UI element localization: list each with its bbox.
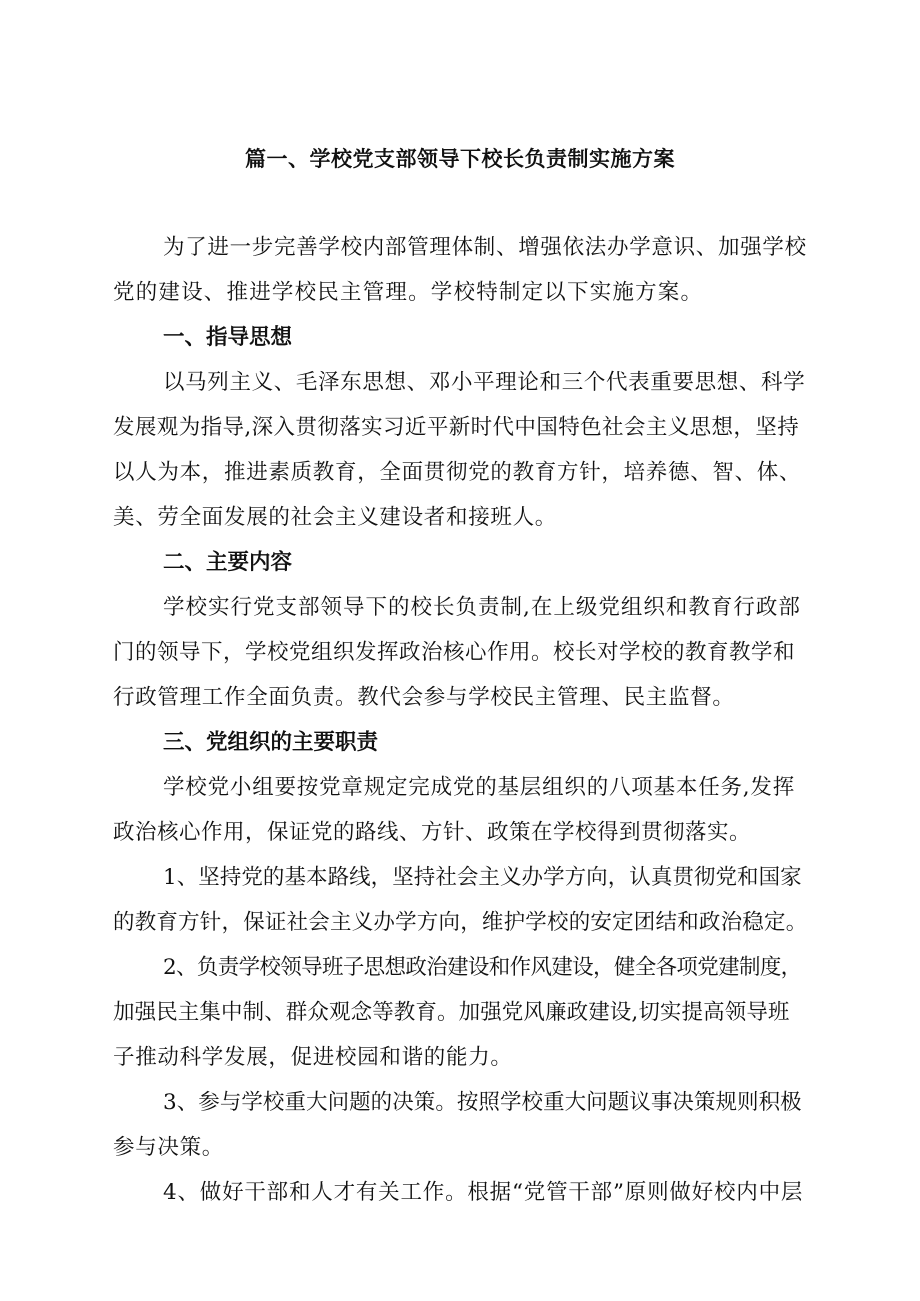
section-heading-text: 一、指导思想 [163,325,293,350]
paragraph-line [0,950,920,986]
paragraph-intro-line [0,230,920,266]
paragraph-line [0,770,920,806]
paragraph-line [0,365,920,401]
paragraph-line [0,455,920,491]
section-heading-text: 二、主要内容 [163,550,293,575]
document-title: 篇一、学校党支部领导下校长负责制实施方案 [245,146,675,171]
text-line: 为了进一步完善学校内部管理体制、增强依法办学意识、加强学校 [163,235,807,260]
paragraph-line [0,590,920,626]
text-line: 学校党小组要按党章规定完成党的基层组织的八项基本任务,发挥 [163,775,796,800]
section-heading-2 [0,545,920,581]
text-line: 以人为本，推进素质教育，全面贯彻党的教育方针，培养德、智、体、 [113,460,802,485]
paragraph-line [0,1085,920,1121]
text-line: 子推动科学发展，促进校园和谐的能力。 [113,1045,513,1070]
paragraph-line [0,1175,920,1211]
text-line: 1、坚持党的基本路线，坚持社会主义办学方向，认真贯彻党和国家 [163,865,802,890]
paragraph-line [0,410,920,446]
text-line: 美、劳全面发展的社会主义建设者和接班人。 [113,505,558,530]
paragraph-line [0,1130,920,1166]
paragraph-line [0,860,920,896]
text-line: 发展观为指导,深入贯彻落实习近平新时代中国特色社会主义思想，坚持 [113,415,800,440]
section-heading-3 [0,725,920,761]
section-heading-text: 三、党组织的主要职责 [163,730,379,755]
text-line: 4、做好干部和人才有关工作。根据“党管干部”原则做好校内中层 [163,1180,804,1205]
text-line: 以马列主义、毛泽东思想、邓小平理论和三个代表重要思想、科学 [163,370,806,395]
text-line: 政治核心作用，保证党的路线、方针、政策在学校得到贯彻落实。 [113,820,752,845]
text-line: 行政管理工作全面负责。教代会参与学校民主管理、民主监督。 [113,685,735,710]
paragraph-line [0,500,920,536]
paragraph-line [0,905,920,941]
section-heading-1 [0,320,920,356]
text-line: 学校实行党支部领导下的校长负责制,在上级党组织和教育行政部 [163,595,801,620]
paragraph-line [0,815,920,851]
text-line: 2、负责学校领导班子思想政治建设和作风建设，健全各项党建制度， [163,955,802,980]
text-line: 3、参与学校重大问题的决策。按照学校重大问题议事决策规则积极 [163,1090,802,1115]
paragraph-line [0,635,920,671]
text-line: 党的建设、推进学校民主管理。学校特制定以下实施方案。 [113,280,704,305]
text-line: 参与决策。 [113,1135,225,1160]
paragraph-line [0,995,920,1031]
paragraph-line [0,1040,920,1076]
paragraph-line [0,680,920,716]
text-line: 门的领导下，学校党组织发挥政治核心作用。校长对学校的教育教学和 [113,640,796,665]
text-line: 的教育方针，保证社会主义办学方向，维护学校的安定团结和政治稳定。 [113,910,808,935]
paragraph-intro-line [0,275,920,311]
text-line: 加强民主集中制、群众观念等教育。加强党风廉政建设,切实提高领导班 [113,1000,790,1025]
